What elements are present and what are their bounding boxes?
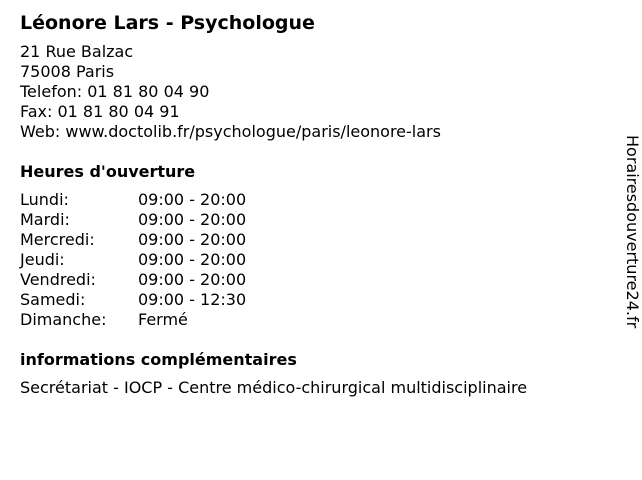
hours-row-wednesday: [20, 230, 246, 250]
day-label: Vendredi:: [20, 270, 96, 289]
day-hours: 09:00 - 20:00: [138, 230, 247, 249]
hours-row-tuesday: [20, 210, 246, 230]
city-postal: 75008 Paris: [20, 62, 115, 81]
opening-hours-heading: Heures d'ouverture: [20, 162, 196, 181]
day-label: Lundi:: [20, 190, 69, 209]
hours-row-sunday: [20, 310, 246, 330]
day-hours: 09:00 - 20:00: [138, 270, 247, 289]
hours-row-friday: [20, 270, 246, 290]
day-label: Samedi:: [20, 290, 86, 309]
additional-info-heading: informations complémentaires: [20, 350, 297, 369]
day-hours: Fermé: [138, 310, 188, 329]
day-hours: 09:00 - 20:00: [138, 190, 247, 209]
day-hours: 09:00 - 20:00: [138, 250, 247, 269]
additional-info-text: Secrétariat - IOCP - Centre médico-chirurgical multidisciplinaire: [20, 378, 528, 397]
fax-number: Fax: 01 81 80 04 91: [20, 102, 180, 121]
business-card: [20, 10, 610, 398]
hours-row-thursday: [20, 250, 246, 270]
opening-hours-table: [20, 190, 246, 330]
day-label: Jeudi:: [20, 250, 65, 269]
day-label: Mercredi:: [20, 230, 95, 249]
address-block: [20, 42, 610, 142]
hours-row-monday: [20, 190, 246, 210]
day-label: Mardi:: [20, 210, 70, 229]
street-address: 21 Rue Balzac: [20, 42, 134, 61]
hours-row-saturday: [20, 290, 246, 310]
website: Web: www.doctolib.fr/psychologue/paris/leonore-lars: [20, 122, 441, 141]
brand-watermark: Horairesdouverture24.fr: [623, 135, 642, 329]
business-title: Léonore Lars - Psychologue: [20, 12, 315, 34]
day-hours: 09:00 - 20:00: [138, 210, 247, 229]
day-hours: 09:00 - 12:30: [138, 290, 247, 309]
phone-number: Telefon: 01 81 80 04 90: [20, 82, 210, 101]
day-label: Dimanche:: [20, 310, 107, 329]
